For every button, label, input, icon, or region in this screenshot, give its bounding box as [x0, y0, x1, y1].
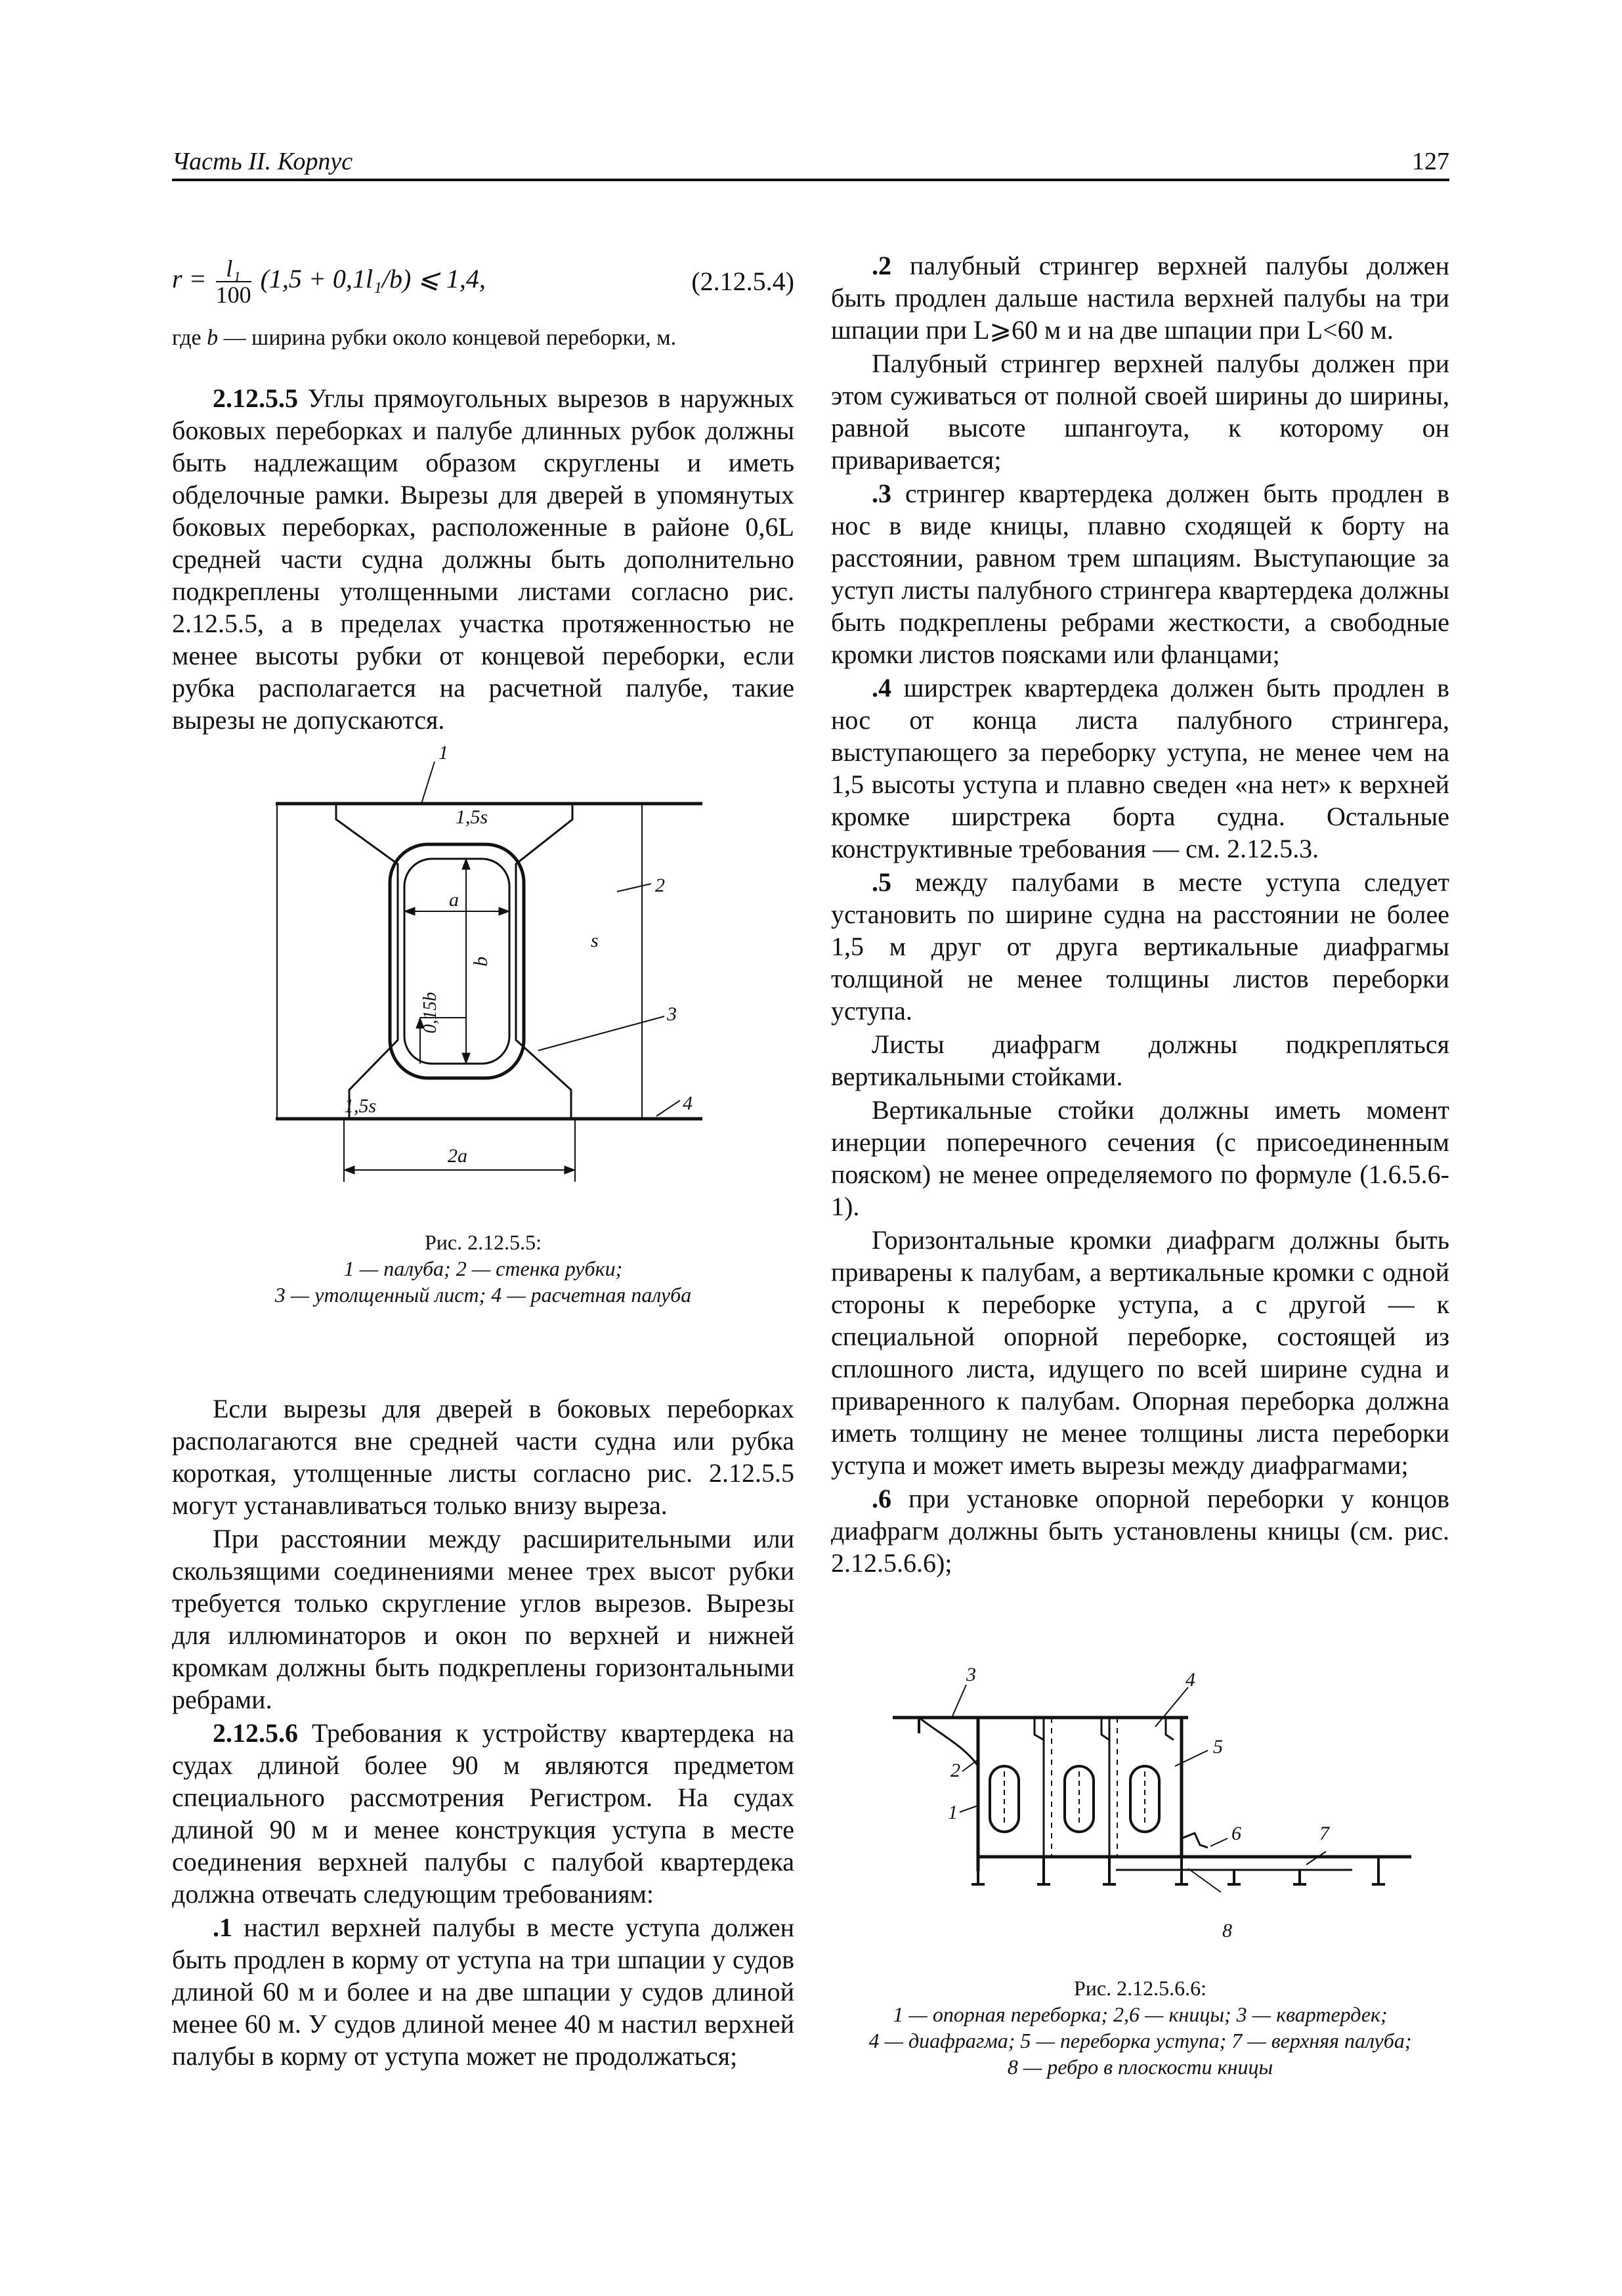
where-variable: b: [207, 326, 219, 350]
leader-1: [421, 762, 435, 804]
label-2: 2: [655, 875, 665, 896]
paragraph: Вертикальные стойки должны иметь момент инерции поперечного сечения (с присоединенным пояском) не менее определяемого по формуле (1.6.5.6-1).: [831, 1095, 1449, 1221]
formula-lhs: r =: [172, 264, 207, 294]
paragraph: При расстоянии между расширительными или скользящими соединениями менее трех высот рубки требуется только скругление углов вырезов. Вырезы для иллюминаторов и окон по верхней и нижней кромкам должны быть подкреплены горизонтальными ребрами.: [172, 1524, 794, 1714]
leader-3: [538, 1016, 664, 1051]
clause-number: 2.12.5.6: [213, 1718, 298, 1748]
label-3: 3: [667, 1003, 677, 1025]
label-1: 1: [438, 742, 448, 764]
leader-6: [1210, 1838, 1227, 1846]
paragraph-item-4: [831, 672, 1449, 865]
label-bottom-1-5s: 1,5s: [344, 1095, 377, 1117]
item-number: .3: [872, 479, 891, 508]
label-b: b: [470, 957, 492, 966]
paragraph: Если вырезы для дверей в боковых переборках располагаются вне средней части судна или рубка короткая, утолщенные листы согласно рис. 2.12.5.5 могут устанавливаться только внизу выреза.: [172, 1394, 794, 1520]
paragraph-text: стрингер квартердека должен быть продлен в нос в виде кницы, плавно сходящей к борту на расстоянии, равном трем шпациям. Выступающие за уступ листы палубного стрингера квартердека должны быть подкреплены ребрами жесткости, а свободные кромки листов поясками или фланцами;: [831, 479, 1449, 669]
formula-numerator: l₁: [216, 256, 251, 282]
formula-expression: [172, 256, 486, 307]
figure-2-12-5-6-6-caption: [831, 1975, 1449, 2080]
item-number: .5: [872, 867, 891, 897]
label-s: s: [591, 930, 599, 951]
leader-1: [960, 1806, 978, 1812]
header-rule: [172, 179, 1449, 181]
label-6: 6: [1231, 1823, 1241, 1844]
label-4: 4: [1185, 1669, 1195, 1691]
label-2a: 2a: [448, 1145, 467, 1167]
figure-2-12-5-5: [249, 742, 748, 1202]
leader-4: [656, 1100, 680, 1116]
paragraph-item-1: [172, 1911, 794, 2072]
caption-line: 8 — ребро в плоскости кницы: [1007, 2055, 1273, 2079]
top-brackets: [1035, 1718, 1174, 1740]
caption-title: Рис. 2.12.5.6.6:: [1073, 1976, 1206, 2000]
where-prefix: где: [172, 326, 202, 350]
leader-8: [1188, 1869, 1221, 1892]
paragraph-2-12-5-6: [172, 1717, 794, 1910]
paragraph: Горизонтальные кромки диафрагм должны быть приварены к палубам, а вертикальные кромки с одной стороны к переборке уступа, а с другой — к специальной опорной переборке, состоящей из сплошного листа, идущего по всей ширине судна и приваренного к палубам. Опорная переборка должна иметь толщину не менее толщины листа переборки уступа и может иметь вырезы между диафрагмами;: [831, 1225, 1449, 1480]
page-number: 127: [1412, 148, 1449, 175]
bracket-2: [919, 1718, 978, 1766]
item-number: .6: [872, 1484, 891, 1513]
paragraph: Палубный стрингер верхней палубы должен при этом суживаться от полной своей ширины до ширины, равной высоте шпангоута, к которому он приваривается;: [831, 349, 1449, 475]
label-3: 3: [966, 1664, 976, 1685]
paragraph-text: при установке опорной переборки у концов диафрагм должны быть установлены кницы (см. рис. 2.12.5.6.6);: [831, 1484, 1449, 1578]
paragraph-text: ширстрек квартердека должен быть продлен в нос от конца листа палубного стрингера, выступающего за переборку уступа, не менее чем на 1,5 высоты уступа и плавно сведен «на нет» к верхней кромке ширстрека борта судна. Остальные конструктивные требования — см. 2.12.5.3.: [831, 673, 1449, 863]
formula-2-12-5-4: [172, 249, 794, 313]
paragraph-text: настил верхней палубы в месте уступа должен быть продлен в корму от уступа на три шпации у судов длиной 60 м и более и на две шпации у судов длиной менее 60 м. У судов длиной менее 40 м настил верхней палубы в корму от уступа может не продолжаться;: [172, 1913, 794, 2071]
paragraph-2-12-5-5: [172, 382, 794, 736]
caption-line: 1 — палуба; 2 — стенка рубки;: [343, 1257, 623, 1280]
label-7: 7: [1319, 1823, 1329, 1844]
running-header: [172, 146, 1449, 179]
right-column: [831, 249, 1449, 1579]
caption-title: Рис. 2.12.5.5:: [424, 1230, 542, 1254]
clause-number: 2.12.5.5: [213, 383, 298, 413]
door-frame-outer: [390, 844, 524, 1078]
bracket-6: [1182, 1833, 1208, 1848]
paragraph-text: палубный стрингер верхней палубы должен быть продлен дальше настила верхней палубы на три шпации при L⩾60 м и на две шпации при L<60 м.: [831, 251, 1449, 345]
formula-rhs: (1,5 + 0,1l₁/b) ⩽ 1,4,: [260, 264, 486, 294]
figure-2-12-5-5-caption: [172, 1229, 794, 1308]
header-section-title: Часть II. Корпус: [172, 148, 353, 175]
thickened-plate: [336, 805, 572, 1119]
label-0-15b: 0,15b: [420, 992, 440, 1033]
paragraph-item-6: [831, 1483, 1449, 1579]
paragraph-text: между палубами в месте уступа следует установить по ширине судна на расстоянии не более 1,5 м друг от друга вертикальные диафрагмы толщиной не менее толщины листов переборки уступа.: [831, 867, 1449, 1026]
formula-number: (2.12.5.4): [691, 267, 794, 296]
leader-2: [617, 884, 651, 892]
paragraph-item-2: [831, 249, 1449, 346]
label-a: a: [449, 889, 459, 911]
figure-2-12-5-5-drawing: [249, 742, 748, 1202]
figure-2-12-5-6-6-drawing: [880, 1661, 1418, 1963]
label-8: 8: [1222, 1920, 1232, 1941]
item-number: .2: [872, 251, 891, 280]
caption-line: 3 — утолщенный лист; 4 — расчетная палуба: [274, 1283, 692, 1307]
label-2: 2: [950, 1760, 960, 1781]
formula-fraction: [216, 256, 251, 307]
caption-line: 4 — диафрагма; 5 — переборка уступа; 7 — верхняя палуба;: [868, 2029, 1412, 2052]
leader-2: [962, 1760, 978, 1771]
label-5: 5: [1213, 1736, 1223, 1758]
item-number: .4: [872, 673, 891, 703]
paragraph-item-3: [831, 477, 1449, 670]
paragraph-item-5: [831, 866, 1449, 1027]
label-top-1-5s: 1,5s: [456, 806, 488, 828]
where-text: — ширина рубки около концевой переборки, м.: [218, 326, 677, 350]
label-4: 4: [683, 1093, 693, 1114]
paragraph: Листы диафрагм должны подкрепляться вертикальными стойками.: [831, 1029, 1449, 1091]
paragraph-text: Требования к устройству квартердека на судах длиной более 90 м являются предметом специального рассмотрения Регистром. На судах длиной 90 м и менее конструкция уступа в месте соединения верхней палубы с палубой квартердека должна отвечать следующим требованиям:: [172, 1718, 794, 1909]
leader-3: [952, 1685, 966, 1718]
figure-2-12-5-6-6: [880, 1661, 1418, 1963]
caption-line: 1 — опорная переборка; 2,6 — кницы; 3 — квартердек;: [893, 2003, 1388, 2026]
item-number: .1: [213, 1913, 232, 1942]
formula-denominator: 100: [215, 282, 251, 308]
label-1: 1: [948, 1802, 958, 1823]
paragraph-text: Углы прямоугольных вырезов в наружных боковых переборках и палубе длинных рубок должны быть надлежащим образом скруглены и иметь обделочные рамки. Вырезы для дверей в упомянутых боковых переборках, расположенные в районе 0,6L средней части судна должны быть дополнительно подкреплены утолщенными листами согласно рис. 2.12.5.5, а в пределах участка протяженностью не менее высоты рубки от концевой переборки, если рубка располагается на расчетной палубе, такие вырезы не допускаются.: [172, 383, 794, 735]
formula-where-note: [172, 324, 794, 352]
